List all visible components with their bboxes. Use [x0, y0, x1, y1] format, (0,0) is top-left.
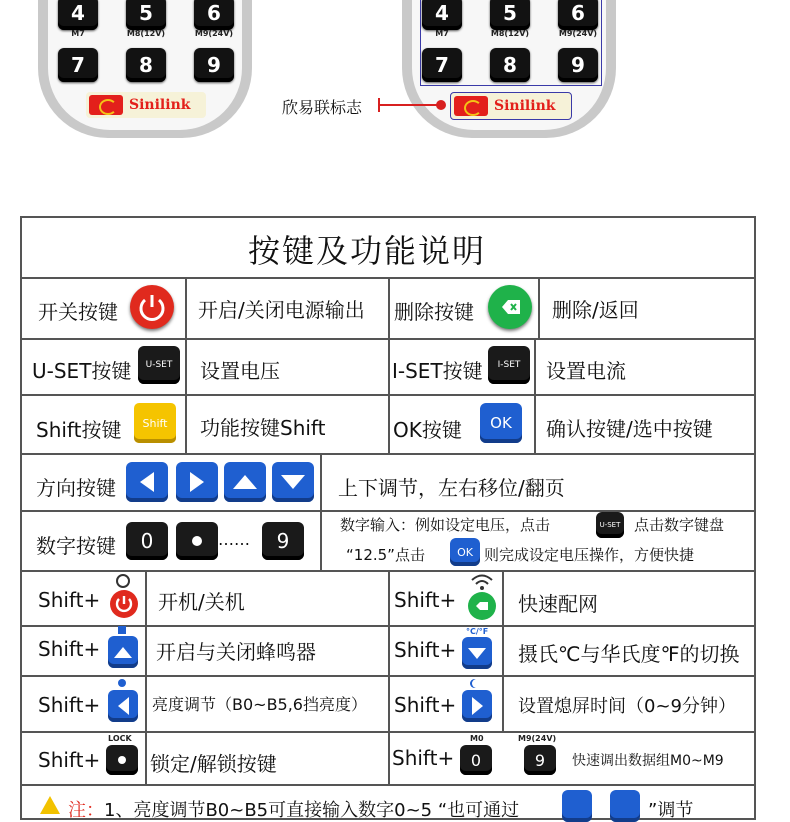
shift-memory-desc: 快速调出数据组M0~M9 [572, 753, 724, 769]
remote-right-key-6: 6 [558, 0, 598, 30]
shift-power-prefix: Shift+ [38, 588, 101, 612]
lock-tag: LOCK [108, 734, 132, 743]
shift-key-icon: Shift [134, 403, 176, 443]
number-desc-line1a: 数字输入：例如设定电压，点击 [340, 516, 551, 534]
remote-left-key-9: 9 [194, 48, 234, 82]
shift-down-arrow-icon [462, 637, 492, 669]
shift-delete-icon [468, 592, 496, 620]
remote-left-key-5: 5 [126, 0, 166, 30]
ok-key-desc: 确认按键/选中按键 [546, 417, 713, 441]
shift-screen-desc: 设置熄屏时间（0~9分钟） [518, 696, 736, 717]
remote-left-label-m7: M7 [71, 29, 85, 38]
remote-left-key-6: 6 [194, 0, 234, 30]
wifi-icon [470, 572, 494, 594]
moon-icon [472, 679, 481, 688]
power-button-icon [130, 285, 174, 329]
shift-up-arrow-icon [108, 636, 138, 668]
brightness-icon [118, 679, 126, 687]
shift-lock-prefix: Shift+ [38, 748, 101, 772]
shift-power-icon [110, 590, 138, 618]
remote-right-key-4: 4 [422, 0, 462, 30]
remote-right-key-5: 5 [490, 0, 530, 30]
shift-unit-desc: 摄氏℃与华氏度℉的切换 [518, 642, 740, 666]
remote-left-logo [86, 92, 206, 118]
number-desc-line2a: “12.5”点击 [346, 546, 425, 564]
number-key-9-icon: 9 [262, 522, 304, 560]
uset-key-desc: 设置电压 [200, 359, 280, 383]
shift-network-desc: 快速配网 [518, 592, 598, 616]
shift-brightness-desc: 亮度调节（B0~B5,6挡亮度） [152, 695, 367, 714]
m0-tag: M0 [470, 734, 484, 743]
warning-icon [40, 796, 60, 814]
remote-left-label-m8: M8(12V) [126, 29, 166, 38]
remote-right-key-7: 7 [422, 48, 462, 82]
number-key-dot-icon [176, 522, 218, 560]
down-arrow-icon [272, 462, 314, 502]
sinilink-logo-icon [89, 95, 123, 115]
callout-bar [378, 98, 380, 112]
iset-key-name: I-SET按键 [392, 359, 483, 383]
remote-right-label-m7: M7 [435, 29, 449, 38]
shift-unit-prefix: Shift+ [394, 638, 457, 662]
shift-buzzer-desc: 开启与关闭蜂鸣器 [156, 640, 316, 664]
remote-right-logo [450, 92, 572, 120]
right-arrow-icon [176, 462, 218, 502]
direction-key-desc: 上下调节，左右移位/翻页 [338, 476, 565, 500]
inline-uset-icon: U-SET [596, 512, 624, 538]
shift-key-9-icon: 9 [524, 745, 556, 775]
iset-key-icon: I-SET [488, 346, 530, 384]
remote-left-key-4: 4 [58, 0, 98, 30]
number-desc-line2b: 则完成设定电压操作，方便快捷 [484, 546, 695, 564]
ok-key-icon: OK [480, 403, 522, 443]
power-key-name: 开关按键 [38, 300, 118, 324]
uset-key-name: U-SET按键 [32, 359, 132, 383]
remote-right-brand: Sinilink [494, 98, 556, 114]
note-prefix: 注： [68, 800, 104, 821]
logo-callout-label: 欣易联标志 [282, 98, 363, 117]
standby-icon [116, 574, 130, 588]
shift-key-desc: 功能按键Shift [200, 416, 326, 440]
shift-dot-key-icon [106, 745, 138, 775]
shift-lock-desc: 锁定/解锁按键 [150, 752, 277, 776]
remote-left-key-8: 8 [126, 48, 166, 82]
celsius-fahrenheit-tag: °C/°F [466, 627, 489, 636]
inline-ok-icon: OK [450, 538, 480, 566]
shift-key-0-icon: 0 [460, 745, 492, 775]
speaker-icon [118, 626, 126, 634]
remote-right-label-m8: M8(12V) [490, 29, 530, 38]
shift-screen-prefix: Shift+ [394, 693, 457, 717]
note-suffix: ”调节 [648, 800, 694, 821]
note-text: 1、亮度调节B0~B5可直接输入数字0~5 “也可通过 [104, 800, 520, 821]
remote-left-brand: Sinilink [129, 97, 191, 113]
remote-left-key-7: 7 [58, 48, 98, 82]
direction-key-name: 方向按键 [36, 476, 116, 500]
shift-right-arrow-icon [462, 690, 492, 722]
delete-key-desc: 删除/返回 [552, 298, 639, 322]
power-key-desc: 开启/关闭电源输出 [198, 298, 365, 322]
callout-dot [436, 100, 446, 110]
note-down-arrow-icon [610, 790, 640, 822]
shift-key-name: Shift按键 [36, 418, 122, 442]
up-arrow-icon [224, 462, 266, 502]
shift-brightness-prefix: Shift+ [38, 693, 101, 717]
shift-power-desc: 开机/关机 [158, 590, 245, 614]
table-title: 按键及功能说明 [248, 232, 487, 270]
m9-tag: M9(24V) [518, 734, 557, 743]
remote-right-key-8: 8 [490, 48, 530, 82]
note-up-arrow-icon [562, 790, 592, 822]
delete-key-name: 删除按键 [394, 300, 474, 324]
iset-key-desc: 设置电流 [546, 359, 626, 383]
shift-left-arrow-icon [108, 690, 138, 722]
number-key-ellipsis: …… [218, 530, 250, 549]
shift-buzzer-prefix: Shift+ [38, 637, 101, 661]
shift-memory-prefix: Shift+ [392, 746, 455, 770]
sinilink-logo-icon [454, 96, 488, 116]
uset-key-icon: U-SET [138, 346, 180, 384]
delete-button-icon [488, 285, 532, 329]
remote-right-key-9: 9 [558, 48, 598, 82]
number-desc-line1b: 点击数字键盘 [634, 516, 725, 534]
remote-right-label-m9: M9(24V) [558, 29, 598, 38]
left-arrow-icon [126, 462, 168, 502]
number-key-name: 数字按键 [36, 534, 116, 558]
shift-network-prefix: Shift+ [394, 588, 457, 612]
callout-line [378, 104, 440, 106]
ok-key-name: OK按键 [393, 418, 462, 442]
remote-left-label-m9: M9(24V) [194, 29, 234, 38]
number-key-0-icon: 0 [126, 522, 168, 560]
